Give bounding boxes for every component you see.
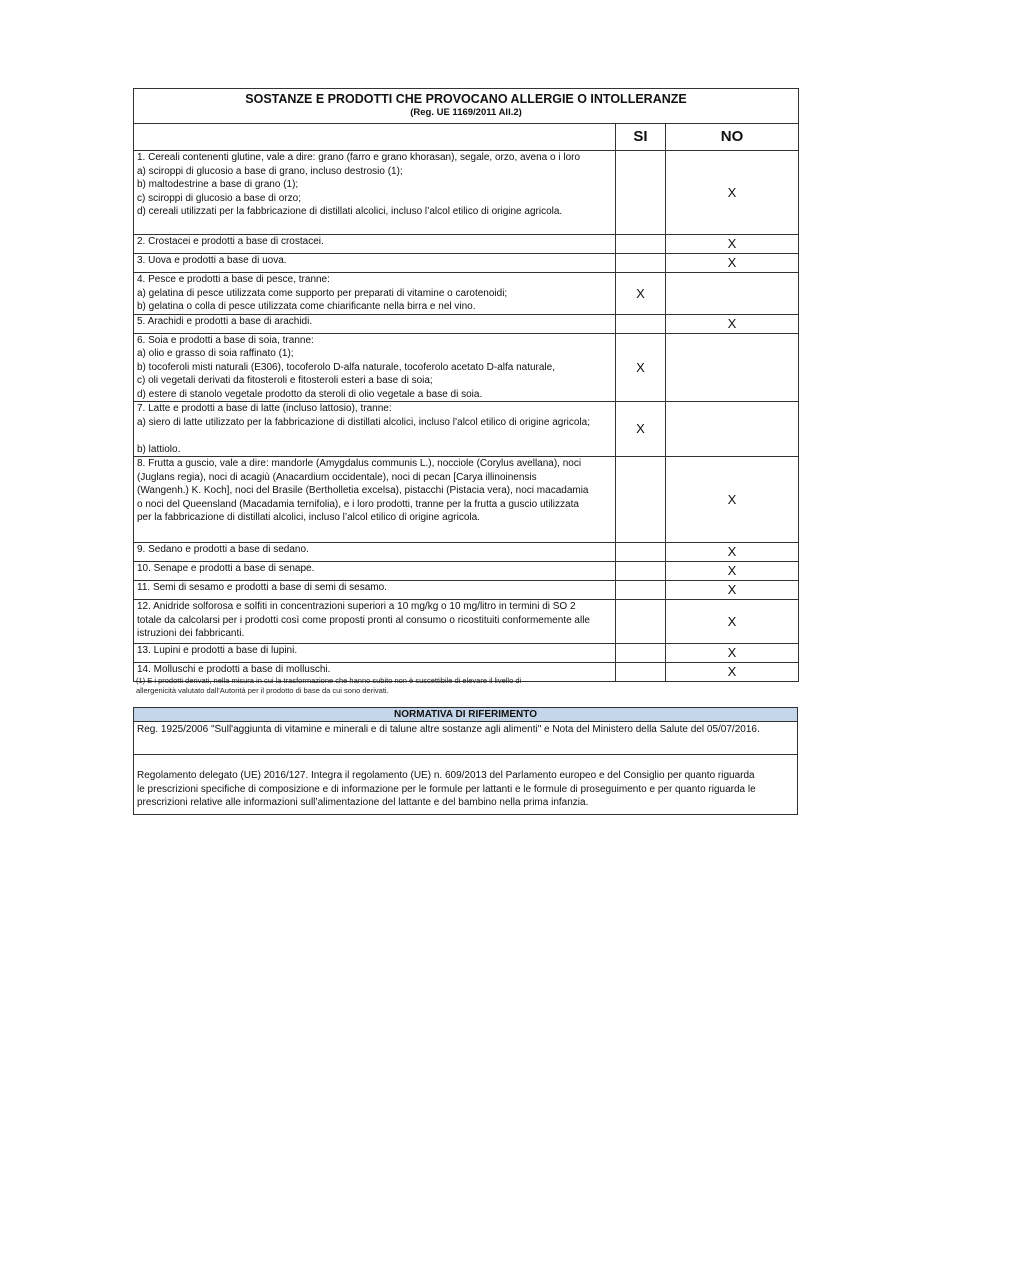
allergen-line: 13. Lupini e prodotti a base di lupini. xyxy=(137,645,298,656)
table-subtitle: (Reg. UE 1169/2011 All.2) xyxy=(410,107,522,118)
reference-line: le prescrizioni specifiche di composizione e di informazione per le formule per lattanti e le formule di proseguimento e per quanto riguarda le xyxy=(137,783,756,795)
allergen-line: c) sciroppi di glucosio a base di orzo; xyxy=(137,192,301,204)
reference-item: Reg. 1925/2006 "Sull'aggiunta di vitamine e minerali e di talune altre sostanze agli alimenti" e Nota del Ministero della Salute del 05/07/2016. xyxy=(134,722,798,755)
allergen-table xyxy=(133,88,799,682)
allergen-line: 12. Anidride solforosa e solfiti in concentrazioni superiori a 10 mg/kg o 10 mg/litro in termini di SO 2 xyxy=(137,601,576,612)
allergen-line: 9. Sedano e prodotti a base di sedano. xyxy=(137,544,309,555)
allergen-line: 5. Arachidi e prodotti a base di arachidi. xyxy=(137,315,313,327)
table-row xyxy=(134,151,799,235)
si-mark xyxy=(616,644,666,663)
allergen-line: istruzioni dei fabbricanti. xyxy=(137,628,245,639)
allergen-line: per la fabbricazione di distillati alcolici, incluso l’alcol etilico di origine agricola. xyxy=(137,512,480,523)
reference-header: NORMATIVA DI RIFERIMENTO xyxy=(134,708,798,722)
table-row xyxy=(134,581,799,600)
allergen-line: 3. Uova e prodotti a base di uova. xyxy=(137,255,287,266)
si-mark: X xyxy=(616,333,666,402)
allergen-line: a) olio e grasso di soia raffinato (1); xyxy=(137,348,294,359)
allergen-description xyxy=(134,314,616,333)
no-mark: X xyxy=(666,151,799,235)
table-row xyxy=(134,562,799,581)
si-mark xyxy=(616,600,666,644)
no-mark: X xyxy=(666,543,799,562)
no-mark xyxy=(666,333,799,402)
table-title-cell xyxy=(134,89,799,124)
table-row xyxy=(134,235,799,254)
allergen-line: 2. Crostacei e prodotti a base di crostacei. xyxy=(137,236,324,247)
allergen-description xyxy=(134,333,616,402)
allergen-description xyxy=(134,273,616,315)
allergen-line: (Wangenh.) K. Koch], noci del Brasile (Bertholletia excelsa), pistacchi (Pistacia vera), noci macadamia xyxy=(137,485,589,496)
table-row xyxy=(134,600,799,644)
no-mark: X xyxy=(666,644,799,663)
column-header-si: SI xyxy=(616,124,666,151)
allergen-description xyxy=(134,600,616,644)
allergen-description xyxy=(134,543,616,562)
footnote xyxy=(136,676,736,695)
allergen-line: o noci del Queensland (Macadamia ternifolia), e i loro prodotti, tranne per la frutta a guscio utilizzata xyxy=(137,498,579,510)
no-mark xyxy=(666,402,799,457)
allergen-description xyxy=(134,457,616,543)
allergen-line: (Juglans regia), noci di acagiù (Anacardium occidentale), noci di pecan [Carya illinoinensis xyxy=(137,471,537,483)
table-row xyxy=(134,273,799,315)
allergen-line: c) oli vegetali derivati da fitosteroli e fitosteroli esteri a base di soia; xyxy=(137,375,433,386)
reference-table xyxy=(133,707,798,815)
allergen-line: 10. Senape e prodotti a base di senape. xyxy=(137,563,315,574)
no-mark: X xyxy=(666,254,799,273)
header-empty-cell xyxy=(134,124,616,151)
no-mark: X xyxy=(666,457,799,543)
si-mark: X xyxy=(616,402,666,457)
allergen-line: 6. Soia e prodotti a base di soia, tranne: xyxy=(137,334,314,346)
reference-line: prescrizioni relative alle informazioni sull’alimentazione del lattante e del bambino nella prima infanzia. xyxy=(137,797,589,808)
allergen-description xyxy=(134,151,616,235)
allergen-description xyxy=(134,562,616,581)
si-mark xyxy=(616,235,666,254)
allergen-description xyxy=(134,235,616,254)
si-mark xyxy=(616,581,666,600)
allergen-line: 7. Latte e prodotti a base di latte (incluso lattosio), tranne: xyxy=(137,403,392,414)
allergen-description xyxy=(134,254,616,273)
allergen-description xyxy=(134,644,616,663)
table-row xyxy=(134,644,799,663)
footnote-line: (1) E i prodotti derivati, nella misura in cui la trasformazione che hanno subito non è suscettibile di elevare il livello di xyxy=(136,676,522,685)
allergen-line: 1. Cereali contenenti glutine, vale a dire: grano (farro e grano khorasan), segale, orzo, avena o i loro xyxy=(137,152,581,163)
si-mark: X xyxy=(616,273,666,315)
si-mark xyxy=(616,562,666,581)
allergen-line: 11. Semi di sesamo e prodotti a base di semi di sesamo. xyxy=(137,582,387,593)
no-mark: X xyxy=(666,562,799,581)
no-mark: X xyxy=(666,663,799,682)
si-mark xyxy=(616,457,666,543)
column-header-no: NO xyxy=(666,124,799,151)
allergen-line: a) gelatina di pesce utilizzata come supporto per preparati di vitamine o carotenoidi; xyxy=(137,287,508,299)
table-row xyxy=(134,543,799,562)
si-mark xyxy=(616,151,666,235)
no-mark: X xyxy=(666,600,799,644)
allergen-line: b) lattiolo. xyxy=(137,443,181,455)
table-row xyxy=(134,333,799,402)
allergen-description xyxy=(134,402,616,457)
reference-line: Regolamento delegato (UE) 2016/127. Integra il regolamento (UE) n. 609/2013 del Parlamento europeo e del Consiglio per quanto riguarda xyxy=(137,770,755,781)
table-row xyxy=(134,457,799,543)
si-mark xyxy=(616,314,666,333)
allergen-line: a) sciroppi di glucosio a base di grano, incluso destrosio (1); xyxy=(137,165,403,177)
no-mark: X xyxy=(666,581,799,600)
si-mark xyxy=(616,254,666,273)
si-mark xyxy=(616,543,666,562)
table-row xyxy=(134,254,799,273)
allergen-line: a) siero di latte utilizzato per la fabbricazione di distillati alcolici, incluso l’alcol etilico di origine agricola; xyxy=(137,416,590,428)
allergen-line: 8. Frutta a guscio, vale a dire: mandorle (Amygdalus communis L.), nocciole (Corylus avellana), noci xyxy=(137,458,582,469)
allergen-line xyxy=(137,429,612,443)
table-title: SOSTANZE E PRODOTTI CHE PROVOCANO ALLERGIE O INTOLLERANZE xyxy=(245,92,687,106)
table-row xyxy=(134,314,799,333)
reference-item xyxy=(134,755,798,815)
allergen-line: totale da calcolarsi per i prodotti così come proposti pronti al consumo o ricostituiti conformemente alle xyxy=(137,614,590,626)
footnote-line: allergenicità valutato dall’Autorità per il prodotto di base da cui sono derivati. xyxy=(136,685,389,695)
allergen-description xyxy=(134,581,616,600)
no-mark: X xyxy=(666,235,799,254)
allergen-line: 14. Molluschi e prodotti a base di molluschi. xyxy=(137,664,331,675)
allergen-line: b) gelatina o colla di pesce utilizzata come chiarificante nella birra e nel vino. xyxy=(137,301,476,312)
allergen-line: 4. Pesce e prodotti a base di pesce, tranne: xyxy=(137,274,330,285)
no-mark: X xyxy=(666,314,799,333)
allergen-line: d) estere di stanolo vegetale prodotto da steroli di olio vegetale a base di soia. xyxy=(137,388,483,400)
no-mark xyxy=(666,273,799,315)
allergen-line: d) cereali utilizzati per la fabbricazione di distillati alcolici, incluso l’alcol etilico di origine agricola. xyxy=(137,206,563,217)
allergen-line: b) maltodestrine a base di grano (1); xyxy=(137,179,299,190)
table-row xyxy=(134,402,799,457)
allergen-line: b) tocoferoli misti naturali (E306), tocoferolo D-alfa naturale, tocoferolo acetato D-alfa naturale, xyxy=(137,361,555,373)
